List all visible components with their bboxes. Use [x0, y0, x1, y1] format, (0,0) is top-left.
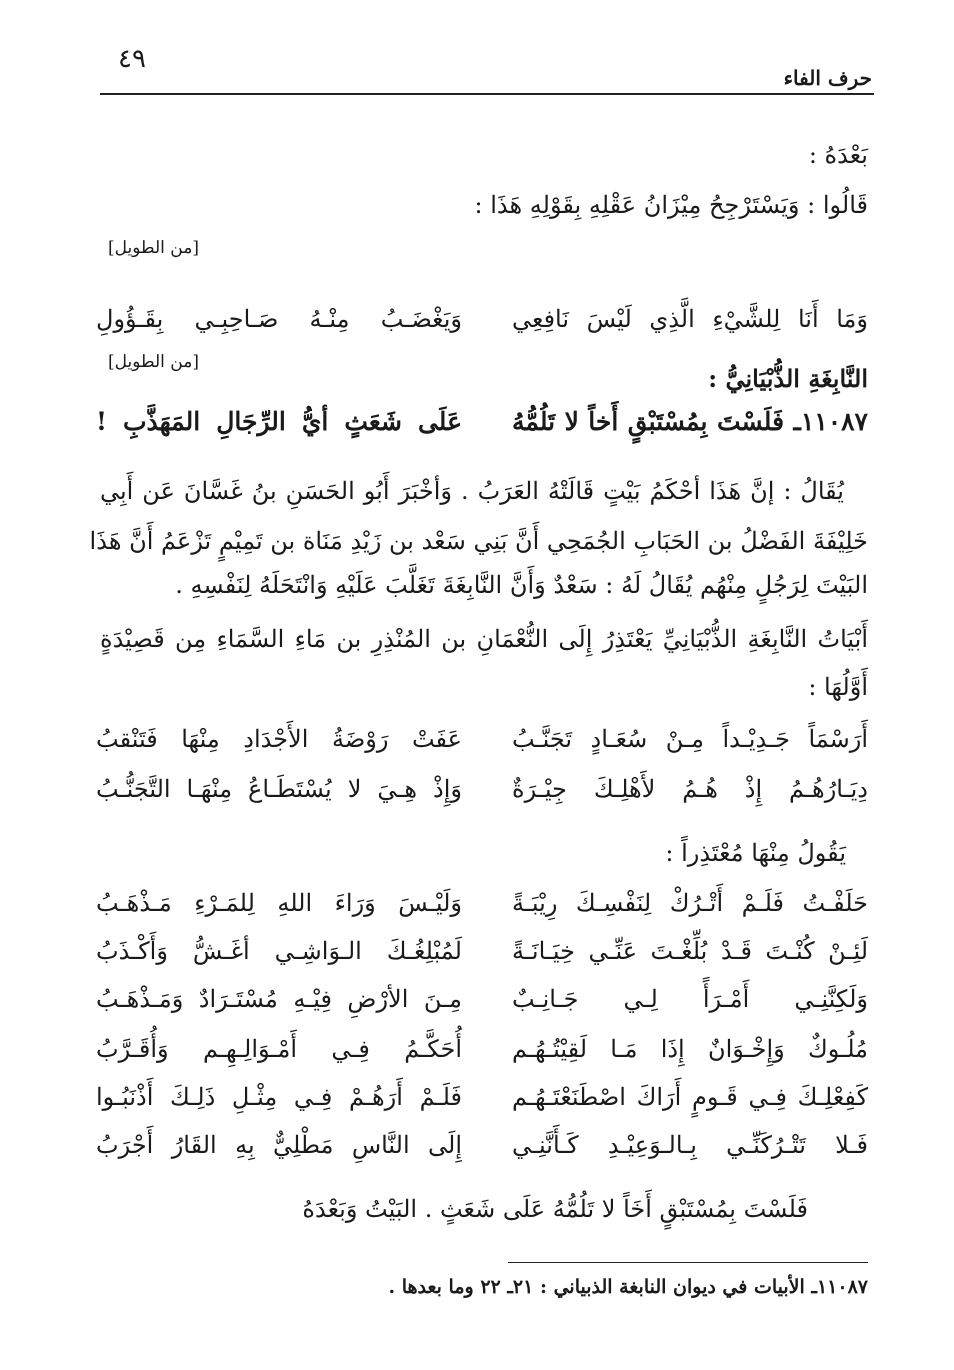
verse-hemistich-first: حَلَفْـتُ فَلَـمْ أَتْـرُكْ لِنَفْسِـكَ رِيْبَـةً [512, 889, 868, 917]
header-rule [100, 93, 874, 95]
verse-hemistich-second: عَلَى شَعَثٍ أيُّ الرِّجَالِ المَهَذَّبِ ! [96, 407, 462, 436]
verse-hemistich-first: دِيَـارُهُـمُ إِذْ هُـمُ لأَهْلِـكَ جِيْـرَةٌ [512, 775, 868, 803]
poet-heading: النَّابِغَةِ الذُّبْيَانِيُّ : [708, 364, 868, 393]
chapter-title: حرف الفاء [783, 66, 872, 90]
verse-hemistich-first: أَرَسْمَاً جَـدِيْـداً مِـنْ سُعَـادٍ تَجَنَّـبُ [512, 725, 868, 753]
meter-label: [من الطويل] [108, 238, 199, 258]
verse-hemistich-first: لَئِـنْ كُنْـتَ قَـدْ بُلِّغْـتَ عَنِّـي خِيَـانَـةً [512, 937, 868, 965]
paragraph-line: أَبْيَاتُ النَّابِغَةِ الذُّبْيَانِيِّ يَعْتَذِرُ إِلَى النُّعْمَانِ بن المُنْذِرِ بن مَاءِ السَّمَاءِ مِن قَصِيْدَةٍ [100, 625, 868, 653]
verse-hemistich-first [482, 405, 868, 439]
verse-line [96, 405, 868, 439]
verse-hemistich-first: وَمَا أَنَا لِلشَّيْءِ الَّذِي لَيْسَ نَافِعِي [512, 305, 868, 333]
paragraph-line: البَيْتَ لِرَجُلٍ مِنْهُم يُقَالُ لَهُ : سَعْدٌ وَأَنَّ النَّابِغَةَ تَغَلَّبَ عَلَيْهِ وَانْتَحَلَهُ لِنَفْسِهِ . [175, 571, 868, 599]
verse-hemistich-second: فَلَـمْ أَرَهُـمْ فِـي مِثْـلِ ذَلِـكَ أَذْنَبُـوا [96, 1083, 462, 1111]
verse-line [96, 982, 868, 1016]
text-line: بَعْدَهُ : [808, 141, 868, 169]
paragraph-line: خَلِيْفَةَ الفَضْلُ بن الحَبَابِ الجُمَحِي أَنَّ بَنِي سَعْد بن زَيْدِ مَنَاة بن تَمِيْمٍ تَزْعَمُ أَنَّ هَذَا [89, 527, 868, 555]
verse-line [96, 1032, 868, 1066]
paragraph-line: يُقَالُ : إنَّ هَذَا أحْكَمُ بَيْتٍ قَالَتْهُ العَرَبُ . وَأخْبَرَ أَبُو الحَسَنِ بنُ غَسَّانَ عَن أَبِي [100, 477, 844, 505]
verse-hemistich-first: فَـلا تَتْـرُكَنِّـي بِـالـوَعِيْـدِ كَـأَنَّنِـي [512, 1131, 868, 1159]
verse-line [96, 772, 868, 806]
verse-line [96, 1128, 868, 1162]
verse-line [96, 886, 868, 920]
verse-hemistich-second: عَفَتْ رَوْضَةُ الأَجْدَادِ مِنْهَا فَتَنْقبُ [96, 725, 462, 753]
verse-hemistich-second: وَيَغْضَـبُ مِنْـهُ صَـاحِبِـي بِقَـؤُولِ [96, 305, 462, 333]
verse-hemistich-first: كَفِعْلِـكَ فِـي قَـومٍ أَرَاكَ اصْطَنَعْتَـهُـم [512, 1083, 868, 1111]
verse-hemistich-second: أُحَكَّـمُ فِـي أَمْـوَالِـهِـم وَأُقَـرَّبُ [96, 1035, 462, 1063]
verse-hemistich-first: مُلُـوكٌ وَإِخْـوَانٌ إِذَا مَـا لَقِيْتُـهُـم [512, 1035, 868, 1063]
text-line: قَالُوا : وَيَسْتَرْجِحُ مِيْزَانُ عَقْلِهِ بِقَوْلِهِ هَذَا : [474, 191, 868, 219]
verse-line [96, 1080, 868, 1114]
verse-line [96, 934, 868, 968]
closing-line: فَلَسْتَ بِمُسْتَبْقٍ أَخَاً لا تَلُمُّهُ عَلَى شَعَثٍ . البَيْتُ وَبَعْدَهُ [302, 1195, 808, 1223]
verse-line [96, 722, 868, 756]
verse-hemistich-second: وَلَيْـسَ وَرَاءَ اللهِ لِلمَـرْءِ مَـذْهَـبُ [96, 889, 462, 917]
verse-number: ١١٠٨٧ـ [793, 407, 868, 436]
intro-line: يَقُولُ مِنْهَا مُعْتَذِراً : [665, 839, 846, 867]
paragraph-line: أَوَّلُهَا : [808, 673, 868, 701]
page-number: ٤٩ [118, 44, 146, 74]
footnote-rule [508, 1262, 868, 1263]
meter-label: [من الطويل] [108, 352, 199, 372]
verse-hemistich-first: وَلَكِنَّنِـي أَمْـرَأً لِـي جَـانِـبٌ [512, 985, 868, 1013]
verse-hemistich-second: وَإِذْ هِـيَ لا يُسْتَطَـاعُ مِنْهَـا التَّجَنُّـبُ [96, 775, 462, 803]
verse-hemistich-first-text: فَلَسْتَ بِمُسْتَبْقٍ أَخاً لا تَلُمُّهُ [512, 407, 785, 436]
verse-hemistich-second: لَمُبْلِغُـكَ الـوَاشِـي أغَـشُّ وَأَكْـذَبُ [96, 937, 462, 965]
verse-hemistich-second: مِـنَ الأرْضِ فِيْـهِ مُسْتَـرَادٌ وَمَـذْهَـبُ [96, 985, 462, 1013]
verse-line [96, 302, 868, 336]
footnote: ١١٠٨٧ـ الأبيات في ديوان النابغة الذبياني : ٢١ـ ٢٢ وما بعدها . [388, 1276, 868, 1298]
verse-hemistich-second: إِلَى النَّاسِ مَطْلِيٌّ بِهِ القَارُ أَجْرَبُ [96, 1131, 462, 1159]
